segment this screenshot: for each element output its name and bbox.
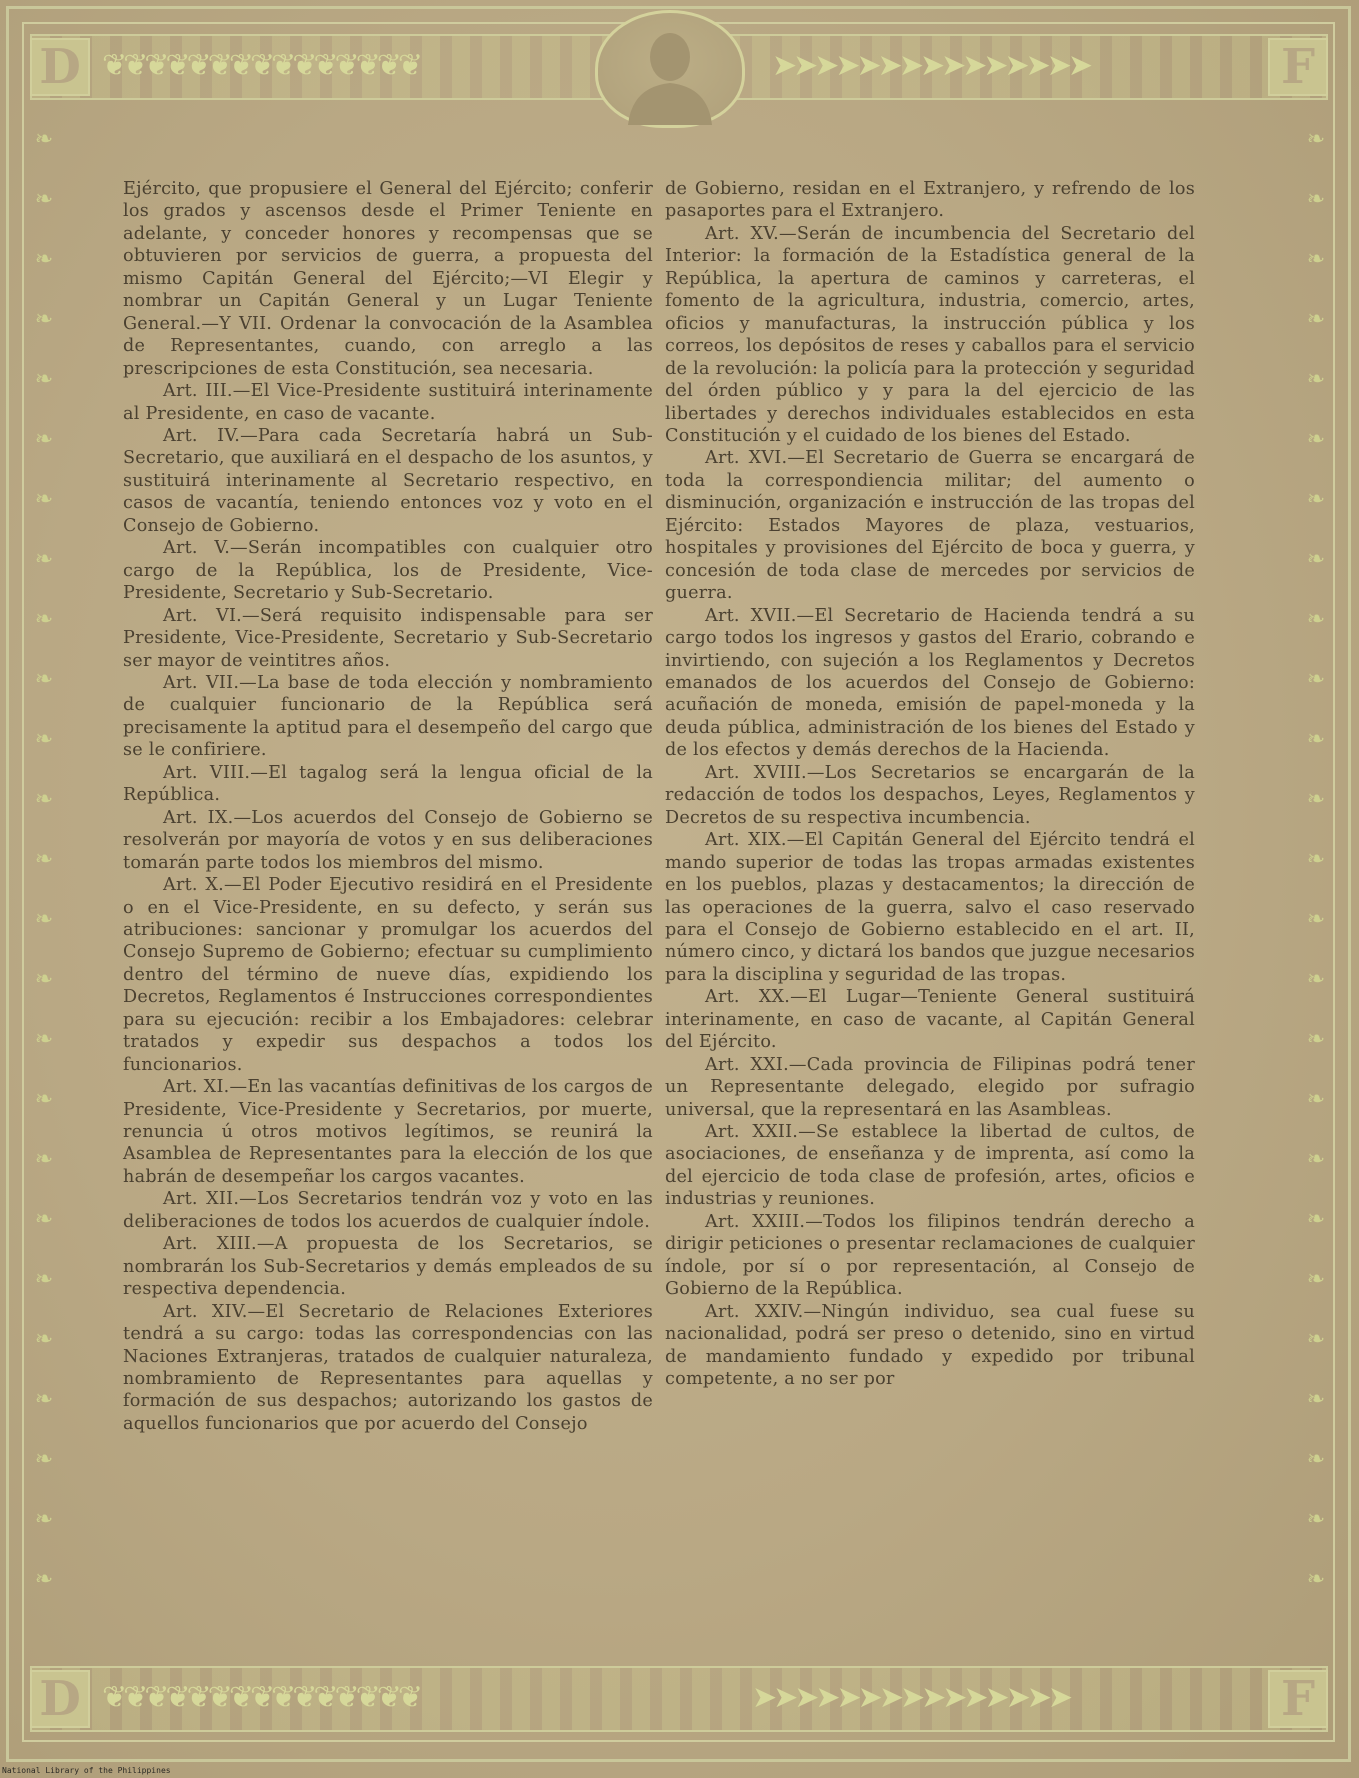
- article-xi: Art. XI.—En las vacantías definitivas de los cargos de Presidente, Vice-Presidente y Secretarios, por muerte, renuncia ú otros motivos legítimos, se reunirá la Asamblea de Representantes para la elección de los que habrán de desempeñar los cargos vacantes.: [123, 1077, 653, 1187]
- article-xxi: Art. XXI.—Cada provincia de Filipinas podrá tener un Representante delegado, elegido por sufragio universal, que la representará en las Asambleas.: [665, 1054, 1195, 1120]
- article-vii: Art. VII.—La base de toda elección y nombramiento de cualquier funcionario de la República será precisamente la aptitud para el desempeño del cargo que se le confiriere.: [123, 672, 653, 761]
- article-iv: Art. IV.—Para cada Secretaría habrá un Sub-Secretario, que auxiliará en el despacho de los asuntos, y sustituirá interinamente al Secretario respectivo, en casos de vacantía, teniendo entonces voz y voto en el Consejo de Gobierno.: [123, 425, 653, 536]
- paragraph: de Gobierno, residan en el Extranjero, y refrendo de los pasaportes para el Extranjero.: [665, 179, 1195, 222]
- left-vine-border-icon: ❧ ❧ ❧ ❧ ❧ ❧ ❧ ❧ ❧ ❧ ❧ ❧ ❧ ❧ ❧ ❧ ❧ ❧ ❧ ❧ ❧ ❧ ❧ ❧ ❧: [34, 127, 54, 1592]
- article-vi: Art. VI.—Será requisito indispensable para ser Presidente, Vice-Presidente, Secretario y Sub-Secretario ser mayor de veintitres años.: [123, 605, 653, 671]
- article-xxiii: Art. XXIII.—Todos los filipinos tendrán derecho a dirigir peticiones o presentar reclamaciones de cualquier índole, por sí o por representación, al Consejo de Gobierno de la República.: [665, 1211, 1195, 1300]
- left-text-column: [123, 178, 653, 1435]
- bottom-left-leaf-garland-icon: ❦❦❦❦❦❦❦❦❦❦❦❦❦❦❦: [102, 1680, 420, 1715]
- right-vine-border-icon: ❧ ❧ ❧ ❧ ❧ ❧ ❧ ❧ ❧ ❧ ❧ ❧ ❧ ❧ ❧ ❧ ❧ ❧ ❧ ❧ ❧ ❧ ❧ ❧ ❧: [1306, 127, 1326, 1592]
- top-left-leaf-garland-icon: ❦❦❦❦❦❦❦❦❦❦❦❦❦❦❦: [102, 48, 420, 83]
- top-right-letter: F: [1268, 38, 1328, 96]
- article-xvii: Art. XVII.—El Secretario de Hacienda tendrá a su cargo todos los ingresos y gastos del Erario, cobrando e invirtiendo, con sujeción a los Reglamentos y Decretos emanados de los acuerdos del Consejo de Gobierno: acuñación de moneda, emisión de papel-moneda y la deuda pública, administración de los bienes del Estado y de los efectos y demás derechos de la Hacienda.: [665, 605, 1195, 761]
- article-xiii: Art. XIII.—A propuesta de los Secretarios, se nombrarán los Sub-Secretarios y demás empleados de su respectiva dependencia.: [123, 1234, 653, 1300]
- article-xiv: Art. XIV.—El Secretario de Relaciones Exteriores tendrá a su cargo: todas las correspondencias con las Naciones Extranjeras, tratados de cualquier naturaleza, nombramiento de Representantes para aquellas y formación de sus despachos; autorizando los gastos de aquellos funcionarios que por acuerdo del Consejo: [123, 1301, 653, 1434]
- portrait-medallion-icon: [595, 10, 745, 128]
- article-iii: Art. III.—El Vice-Presidente sustituirá interinamente al Presidente, en caso de vacante.: [123, 381, 653, 424]
- top-right-leaf-garland-icon: ➤➤➤➤➤➤➤➤➤➤➤➤➤➤➤: [772, 48, 1090, 83]
- article-xxiv: Art. XXIV.—Ningún individuo, sea cual fuese su nacionalidad, podrá ser preso o detenido, sino en virtud de mandamiento fundado y expedido por tribunal competente, a no ser por: [665, 1301, 1195, 1390]
- bottom-left-letter: D: [30, 1670, 90, 1728]
- portrait-silhouette-icon: [598, 13, 742, 125]
- top-left-letter: D: [30, 38, 90, 96]
- bottom-ornament-band: [30, 1666, 1328, 1732]
- article-xv: Art. XV.—Serán de incumbencia del Secretario del Interior: la formación de la Estadística general de la República, la apertura de caminos y carreteras, el fomento de la agricultura, industria, comercio, artes, oficios y manufacturas, la instrucción pública y los correos, los depósitos de reses y caballos para el servicio de la revolución: la policía para la protección y seguridad del órden público y y para la del ejercicio de las libertades y derechos individuales establecidos en esta Constitución y el cuidado de los bienes del Estado.: [665, 223, 1195, 446]
- article-x: Art. X.—El Poder Ejecutivo residirá en el Presidente o en el Vice-Presidente, en su defecto, y serán sus atribuciones: sancionar y promulgar los acuerdos del Consejo Supremo de Gobierno; efectuar su cumplimiento dentro del término de nueve días, expidiendo los Decretos, Reglamentos é Instrucciones correspondientes para su ejecución: recibir a los Embajadores: celebrar tratados y expedir sus despachos a todos los funcionarios.: [123, 875, 653, 1075]
- bottom-right-leaf-garland-icon: ➤➤➤➤➤➤➤➤➤➤➤➤➤➤➤: [752, 1680, 1070, 1715]
- article-v: Art. V.—Serán incompatibles con cualquier otro cargo de la República, los de Presidente, Vice-Presidente, Secretario y Sub-Secretario.: [123, 538, 653, 604]
- article-ix: Art. IX.—Los acuerdos del Consejo de Gobierno se resolverán por mayoría de votos y en sus deliberaciones tomarán parte todos los miembros del mismo.: [123, 807, 653, 873]
- article-xii: Art. XII.—Los Secretarios tendrán voz y voto en las deliberaciones de todos los acuerdos de cualquier índole.: [123, 1189, 653, 1232]
- footer-credit: National Library of the Philippines: [2, 1766, 171, 1775]
- article-xxii: Art. XXII.—Se establece la libertad de cultos, de asociaciones, de enseñanza y de imprenta, así como la del ejercicio de toda clase de profesión, artes, oficios e industrias y reuniones.: [665, 1122, 1195, 1210]
- article-xix: Art. XIX.—El Capitán General del Ejército tendrá el mando superior de todas las tropas armadas existentes en los pueblos, plazas y destacamentos; la dirección de las operaciones de la guerra, salvo el caso reservado para el Consejo de Gobierno establecido en el art. II, número cinco, y dictará los bandos que juzgue necesarios para la disciplina y seguridad de las tropas.: [665, 830, 1195, 985]
- article-xvi: Art. XVI.—El Secretario de Guerra se encargará de toda la correspondiencia militar; del aumento o disminución, organización e instrucción de las tropas del Ejército: Estados Mayores de plaza, vestuarios, hospitales y provisiones del Ejército de boca y guerra, y concesión de toda clase de mercedes por servicios de guerra.: [665, 448, 1195, 604]
- article-xx: Art. XX.—El Lugar—Teniente General sustituirá interinamente, en caso de vacante, al Capitán General del Ejército.: [665, 987, 1195, 1053]
- paragraph: Ejército, que propusiere el General del Ejército; conferir los grados y ascensos desde el Primer Teniente en adelante, y conceder honores y recompensas que se obtuvieren por servicios de guerra, a propuesta del mismo Capitán General del Ejército;—VI Elegir y nombrar un Capitán General y un Lugar Teniente General.—Y VII. Ordenar la convocación de la Asamblea de Representantes, cuando, con arreglo a las prescripciones de esta Constitución, sea necesaria.: [123, 179, 653, 379]
- article-xviii: Art. XVIII.—Los Secretarios se encargarán de la redacción de todos los despachos, Leyes, Reglamentos y Decretos de su respectiva incumbencia.: [665, 762, 1195, 828]
- bottom-right-letter: F: [1268, 1670, 1328, 1728]
- article-viii: Art. VIII.—El tagalog será la lengua oficial de la República.: [123, 762, 653, 806]
- right-text-column: [665, 178, 1195, 1390]
